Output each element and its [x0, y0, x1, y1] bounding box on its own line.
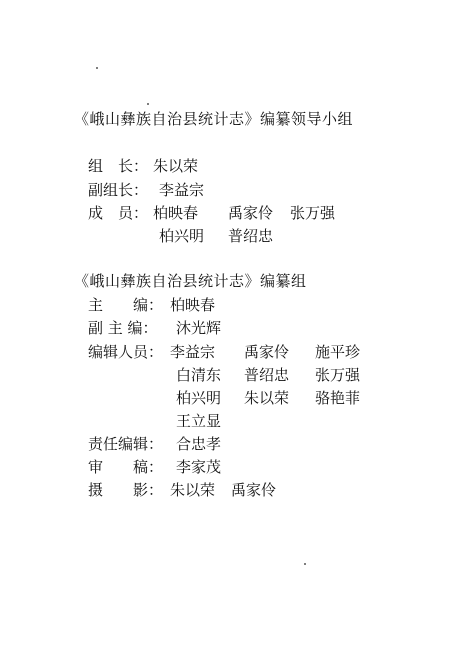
scan-speck	[147, 103, 149, 105]
section2-name: 合忠孝	[176, 435, 222, 453]
section2-name: 骆艳菲	[315, 389, 361, 407]
section2-name: 施平珍	[315, 343, 361, 361]
section2-name: 张万强	[315, 366, 361, 384]
section1-role: 副组长：	[88, 181, 149, 199]
section2-role: 审 稿：	[88, 458, 164, 476]
section1-name: 普绍忠	[228, 227, 274, 245]
section2-role: 副 主 编：	[88, 319, 158, 337]
section2-name: 朱以荣	[170, 481, 216, 499]
scan-speck	[96, 67, 98, 69]
section2-role: 编辑人员：	[88, 343, 164, 361]
section2-name: 白清东	[176, 366, 222, 384]
section1-role: 组 长：	[88, 157, 149, 175]
section2-name: 柏兴明	[176, 389, 222, 407]
section2-name: 王立显	[176, 412, 222, 430]
section2-name: 禹家伶	[231, 481, 277, 499]
section1-name: 张万强	[290, 204, 336, 222]
section2-name: 柏映春	[170, 296, 216, 314]
section1-heading: 《峨山彝族自治县统计志》编纂领导小组	[74, 110, 354, 128]
section2-heading: 《峨山彝族自治县统计志》编纂组	[74, 272, 307, 290]
section1-name: 柏映春	[153, 204, 199, 222]
section2-name: 李益宗	[170, 343, 216, 361]
section2-role: 摄 影：	[88, 481, 164, 499]
section2-name: 朱以荣	[244, 389, 290, 407]
section1-name: 朱以荣	[153, 157, 199, 175]
scan-speck	[304, 563, 306, 565]
section1-name: 禹家伶	[228, 204, 274, 222]
section2-name: 禹家伶	[244, 343, 290, 361]
section1-name: 柏兴明	[159, 227, 205, 245]
section2-name: 沐光辉	[176, 319, 222, 337]
section2-name: 李家茂	[176, 458, 222, 476]
section2-role: 主 编：	[88, 296, 164, 314]
section2-role: 责任编辑：	[88, 435, 164, 453]
section1-role: 成 员：	[88, 204, 149, 222]
section1-name: 李益宗	[159, 181, 205, 199]
section2-name: 普绍忠	[244, 366, 290, 384]
